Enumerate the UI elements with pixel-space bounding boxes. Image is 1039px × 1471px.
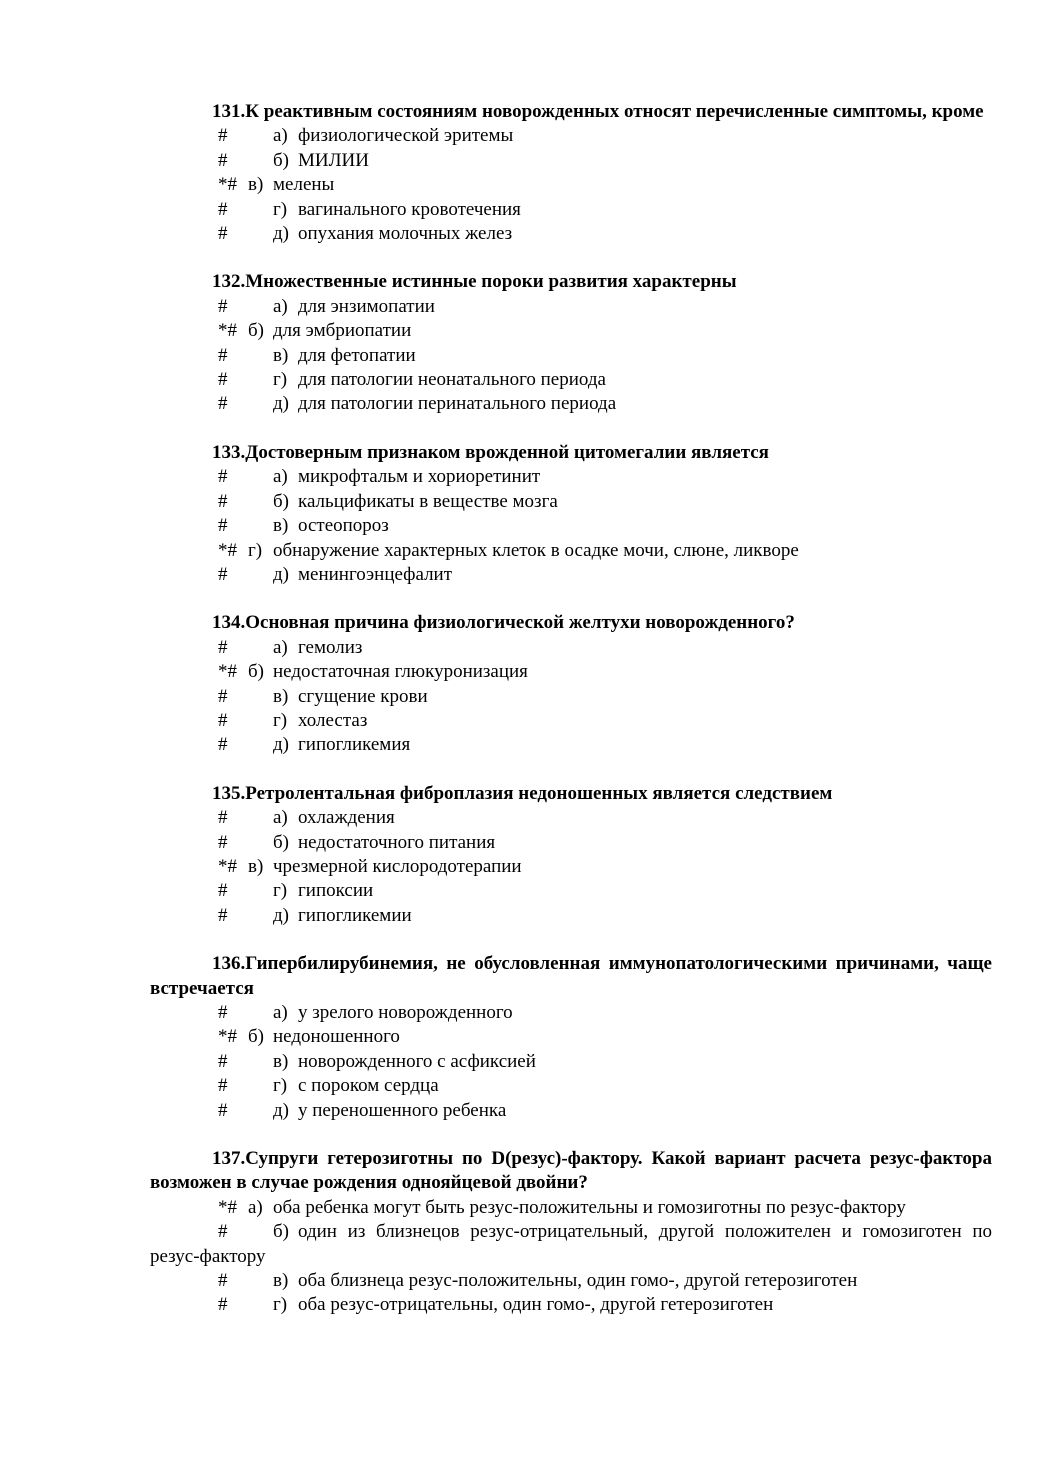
answer-option-correct (150, 1196, 992, 1220)
option-letter: г) (273, 198, 288, 220)
option-letter: г) (273, 880, 288, 902)
option-marker: *# (218, 661, 237, 683)
option-text: оба ребенка могут быть резус-положительны и гомозиготны по резус-фактору (273, 1196, 906, 1218)
option-text: новорожденного с асфиксией (298, 1050, 536, 1072)
option-letter: б) (248, 1026, 264, 1048)
option-text: для эмбриопатии (273, 320, 412, 342)
option-letter: б) (273, 490, 289, 512)
option-text: недоношенного (273, 1026, 400, 1048)
option-text: гипогликемии (298, 904, 412, 926)
option-marker: *# (218, 855, 237, 877)
option-text: оба резус-отрицательны, один гомо-, другой гетерозиготен (298, 1294, 774, 1316)
answer-option (150, 490, 992, 514)
option-letter: а) (273, 1002, 288, 1023)
option-marker: # (218, 709, 228, 731)
option-marker: *# (218, 539, 237, 561)
option-marker: # (218, 636, 228, 658)
question-title: 132.Множественные истинные пороки развития характерны (212, 271, 737, 293)
answer-option-correct (150, 539, 992, 563)
answer-option (150, 149, 992, 173)
option-marker: # (218, 393, 228, 415)
option-letter: а) (248, 1196, 263, 1218)
option-marker: # (218, 1221, 228, 1243)
option-marker: *# (218, 1026, 237, 1048)
option-marker: # (218, 198, 228, 220)
option-text: мелены (273, 174, 335, 196)
answer-option-correct (150, 173, 992, 197)
option-letter: в) (273, 685, 289, 707)
option-marker: *# (218, 1196, 237, 1218)
option-text: сгущение крови (298, 685, 428, 707)
option-marker: # (218, 344, 228, 366)
answer-option (150, 904, 992, 928)
option-letter: а) (273, 125, 288, 147)
option-marker: # (218, 1050, 228, 1072)
option-text: у зрелого новорожденного (298, 1002, 513, 1023)
option-marker: # (218, 1099, 228, 1121)
answer-option (150, 733, 992, 757)
option-marker: # (218, 369, 228, 391)
answer-option (150, 1269, 992, 1293)
option-marker: # (218, 734, 228, 756)
answer-option (150, 1074, 992, 1098)
option-letter: в) (273, 1270, 289, 1292)
option-text: кальцификаты в веществе мозга (298, 490, 558, 512)
answer-option (150, 124, 992, 148)
option-marker: # (218, 1075, 228, 1097)
option-text: с пороком сердца (298, 1075, 439, 1097)
option-text: для патологии неонатального периода (298, 369, 606, 391)
option-marker: # (218, 295, 228, 317)
option-letter: д) (273, 1099, 289, 1121)
question-136 (150, 952, 992, 1123)
question-title: 131.К реактивным состояниям новорожденных относят перечисленные симптомы, кроме (212, 101, 984, 122)
option-text: МИЛИИ (298, 149, 369, 171)
answer-option (150, 295, 992, 319)
option-letter: в) (273, 1050, 289, 1072)
option-letter: г) (273, 1075, 288, 1097)
option-marker: # (218, 490, 228, 512)
option-text: недостаточного питания (298, 831, 496, 853)
option-letter: б) (248, 661, 264, 683)
option-marker: # (218, 1294, 228, 1316)
answer-option (150, 1050, 992, 1074)
option-text: гипоксии (298, 880, 374, 902)
option-letter: б) (248, 320, 264, 342)
question-title: 137.Супруги гетерозиготны по D(резус)-фактору. Какой вариант расчета резус-фактора возможен в случае рождения однояйцевой двойни? (150, 1148, 992, 1194)
option-letter: а) (273, 295, 288, 317)
answer-option (150, 636, 992, 660)
option-text: для энзимопатии (298, 295, 435, 317)
option-text: гипогликемия (298, 734, 411, 756)
option-letter: д) (273, 223, 289, 245)
option-letter: д) (273, 904, 289, 926)
option-letter: б) (273, 149, 289, 171)
option-text: холестаз (298, 709, 368, 731)
question-131 (150, 100, 992, 246)
option-marker: # (218, 223, 228, 245)
answer-option-correct (150, 855, 992, 879)
option-marker: # (218, 685, 228, 707)
option-marker: # (218, 466, 228, 488)
question-list (150, 100, 992, 1342)
option-text: обнаружение характерных клеток в осадке мочи, слюне, ликворе (273, 539, 799, 561)
option-text: недостаточная глюкуронизация (273, 661, 528, 683)
answer-option (150, 368, 992, 392)
option-letter: а) (273, 636, 288, 658)
answer-option (150, 685, 992, 709)
option-marker: # (218, 831, 228, 853)
answer-option-correct (150, 660, 992, 684)
answer-option (150, 709, 992, 733)
option-marker: *# (218, 174, 237, 196)
answer-option (150, 198, 992, 222)
option-text: гемолиз (298, 636, 363, 658)
question-title: 136.Гипербилирубинемия, не обусловленная иммунопатологическими причинами, чаще встречается (150, 953, 992, 999)
option-letter: в) (248, 855, 264, 877)
option-text: чрезмерной кислородотерапии (273, 855, 522, 877)
answer-option-correct (150, 319, 992, 343)
answer-option (150, 344, 992, 368)
answer-option (150, 465, 992, 489)
option-marker: # (218, 515, 228, 537)
option-letter: д) (273, 393, 289, 415)
option-letter: а) (273, 807, 288, 829)
answer-option (150, 514, 992, 538)
answer-option (150, 831, 992, 855)
question-title: 135.Ретролентальная фиброплазия недоношенных является следствием (212, 782, 833, 804)
option-marker: # (218, 125, 228, 147)
question-title: 134.Основная причина физиологической желтухи новорожденного? (212, 612, 795, 634)
option-text: менингоэнцефалит (298, 563, 453, 585)
option-marker: # (218, 1002, 228, 1023)
option-letter: б) (273, 831, 289, 853)
option-letter: а) (273, 466, 288, 488)
option-letter: в) (248, 174, 264, 196)
answer-option (150, 1220, 992, 1269)
option-text: оба близнеца резус-положительны, один гомо-, другой гетерозиготен (298, 1270, 858, 1292)
option-marker: # (218, 807, 228, 829)
option-text: охлаждения (298, 807, 395, 829)
option-marker: # (218, 563, 228, 585)
option-letter: г) (273, 369, 288, 391)
option-letter: б) (273, 1221, 289, 1243)
option-letter: г) (273, 1294, 288, 1316)
question-134 (150, 611, 992, 757)
answer-option (150, 879, 992, 903)
question-133 (150, 441, 992, 587)
option-text: вагинального кровотечения (298, 198, 521, 220)
question-132 (150, 270, 992, 416)
question-135 (150, 782, 992, 928)
option-marker: # (218, 904, 228, 926)
option-marker: # (218, 1270, 228, 1292)
question-137 (150, 1147, 992, 1318)
answer-option-correct (150, 1025, 992, 1049)
option-letter: д) (273, 734, 289, 756)
option-text: у переношенного ребенка (298, 1099, 507, 1121)
option-text: физиологической эритемы (298, 125, 514, 147)
answer-option (150, 1293, 992, 1317)
option-text: опухания молочных желез (298, 223, 513, 245)
answer-option (150, 1001, 992, 1025)
option-letter: г) (273, 709, 288, 731)
option-marker: # (218, 149, 228, 171)
answer-option (150, 806, 992, 830)
answer-option (150, 563, 992, 587)
question-title: 133.Достоверным признаком врожденной цитомегалии является (212, 441, 769, 463)
option-letter: в) (273, 344, 289, 366)
option-marker: *# (218, 320, 237, 342)
option-marker: # (218, 880, 228, 902)
option-text: один из близнецов резус-отрицательный, другой положителен и гомозиготен по резус-фактору (150, 1221, 992, 1267)
option-text: для патологии перинатального периода (298, 393, 617, 415)
option-text: для фетопатии (298, 344, 416, 366)
option-letter: в) (273, 515, 289, 537)
answer-option (150, 1099, 992, 1123)
option-letter: г) (248, 539, 263, 561)
answer-option (150, 392, 992, 416)
answer-option (150, 222, 992, 246)
option-letter: д) (273, 563, 289, 585)
option-text: остеопороз (298, 515, 389, 537)
option-text: микрофтальм и хориоретинит (298, 466, 541, 488)
